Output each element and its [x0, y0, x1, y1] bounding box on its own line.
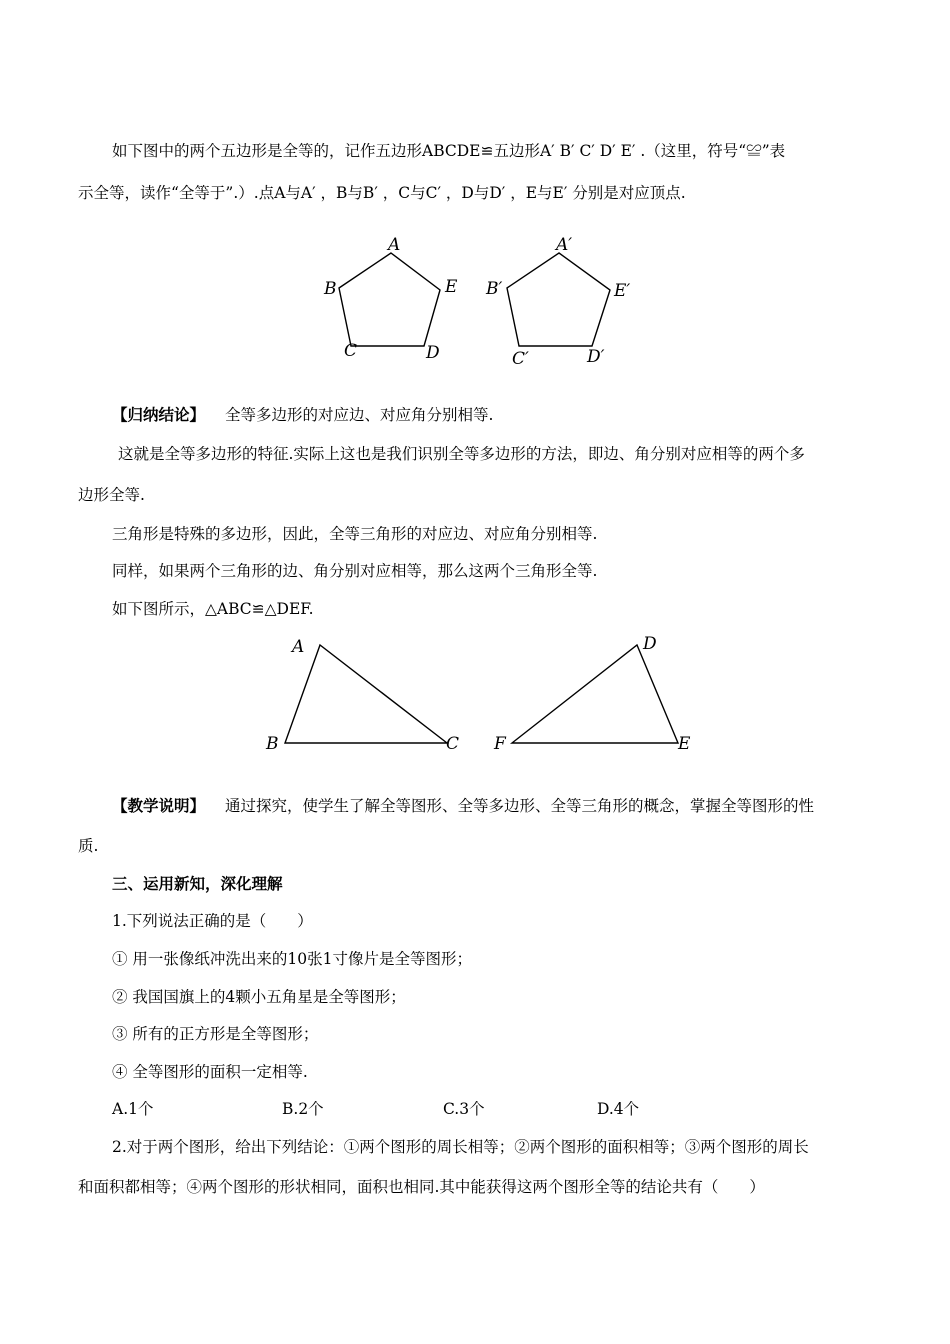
- pentagon-abcde: [339, 253, 440, 346]
- q1-stem: 1.下列说法正确的是（ ）: [112, 912, 313, 930]
- label-tri-E: E: [678, 734, 691, 754]
- q1-choice-c: C.3个: [443, 1100, 485, 1118]
- summary-tag: 【归纳结论】: [112, 405, 206, 424]
- label-E-prime: E′: [614, 281, 631, 301]
- teaching-line-2: 质.: [78, 837, 99, 855]
- teaching-line-1: [112, 795, 814, 817]
- q1-choice-a: A.1个: [112, 1100, 154, 1118]
- label-tri-F: F: [494, 734, 506, 754]
- label-D: D: [426, 343, 440, 363]
- teaching-text: 通过探究，使学生了解全等图形、全等多边形、全等三角形的概念，掌握全等图形的性: [225, 797, 815, 815]
- section-heading: 三、运用新知，深化理解: [112, 874, 283, 893]
- q2-line-1: 2.对于两个图形，给出下列结论：①两个图形的周长相等；②两个图形的面积相等；③两个图形的周长: [112, 1138, 809, 1156]
- label-D-prime: D′: [587, 347, 605, 367]
- q1-item-4: ④ 全等图形的面积一定相等.: [112, 1063, 308, 1081]
- label-tri-C: C: [446, 734, 460, 754]
- summary-line: [112, 404, 493, 426]
- triangle-figure: [260, 628, 710, 758]
- label-tri-A: A: [292, 637, 305, 657]
- summary-p4: 如下图所示，△ABC≌△DEF.: [112, 600, 314, 618]
- q1-item-2: ② 我国国旗上的4颗小五角星是全等图形；: [112, 988, 406, 1006]
- label-A: A: [388, 235, 401, 255]
- label-tri-B: B: [266, 734, 279, 754]
- q1-choice-d: D.4个: [597, 1100, 640, 1118]
- q2-line-2: 和面积都相等；④两个图形的形状相同，面积也相同.其中能获得这两个图形全等的结论共有（ ）: [78, 1178, 765, 1196]
- triangle-abc: [285, 645, 447, 743]
- summary-text: 全等多边形的对应边、对应角分别相等.: [225, 406, 494, 424]
- summary-p2: 三角形是特殊的多边形，因此，全等三角形的对应边、对应角分别相等.: [112, 525, 598, 543]
- label-B-prime: B′: [486, 279, 503, 299]
- summary-p3: 同样，如果两个三角形的边、角分别对应相等，那么这两个三角形全等.: [112, 562, 598, 580]
- q1-choice-b: B.2个: [282, 1100, 324, 1118]
- pentagon-figure: [300, 228, 660, 373]
- teaching-tag: 【教学说明】: [112, 796, 206, 815]
- label-tri-D: D: [643, 634, 657, 654]
- label-A-prime: A′: [556, 235, 573, 255]
- label-C-prime: C′: [512, 349, 529, 369]
- label-E: E: [445, 277, 458, 297]
- intro-line-1: 如下图中的两个五边形是全等的，记作五边形ABCDE≌五边形A′ B′ C′ D′ E′ .（这里，符号“≌”表: [112, 142, 786, 160]
- label-C: C: [344, 341, 358, 361]
- pentagon-abcde-prime: [507, 253, 610, 346]
- summary-p1-line-1: 这就是全等多边形的特征.实际上这也是我们识别全等多边形的方法，即边、角分别对应相等的两个多: [118, 445, 805, 463]
- summary-p1-line-2: 边形全等.: [78, 486, 145, 504]
- intro-line-2: 示全等，读作“全等于”.）.点A与A′ ，B与B′ ，C与C′ ，D与D′ ，E与E′ 分别是对应顶点.: [78, 184, 686, 202]
- q1-item-1: ① 用一张像纸冲洗出来的10张1寸像片是全等图形；: [112, 950, 473, 968]
- triangle-def: [512, 645, 678, 743]
- label-B: B: [324, 279, 337, 299]
- q1-item-3: ③ 所有的正方形是全等图形；: [112, 1025, 319, 1043]
